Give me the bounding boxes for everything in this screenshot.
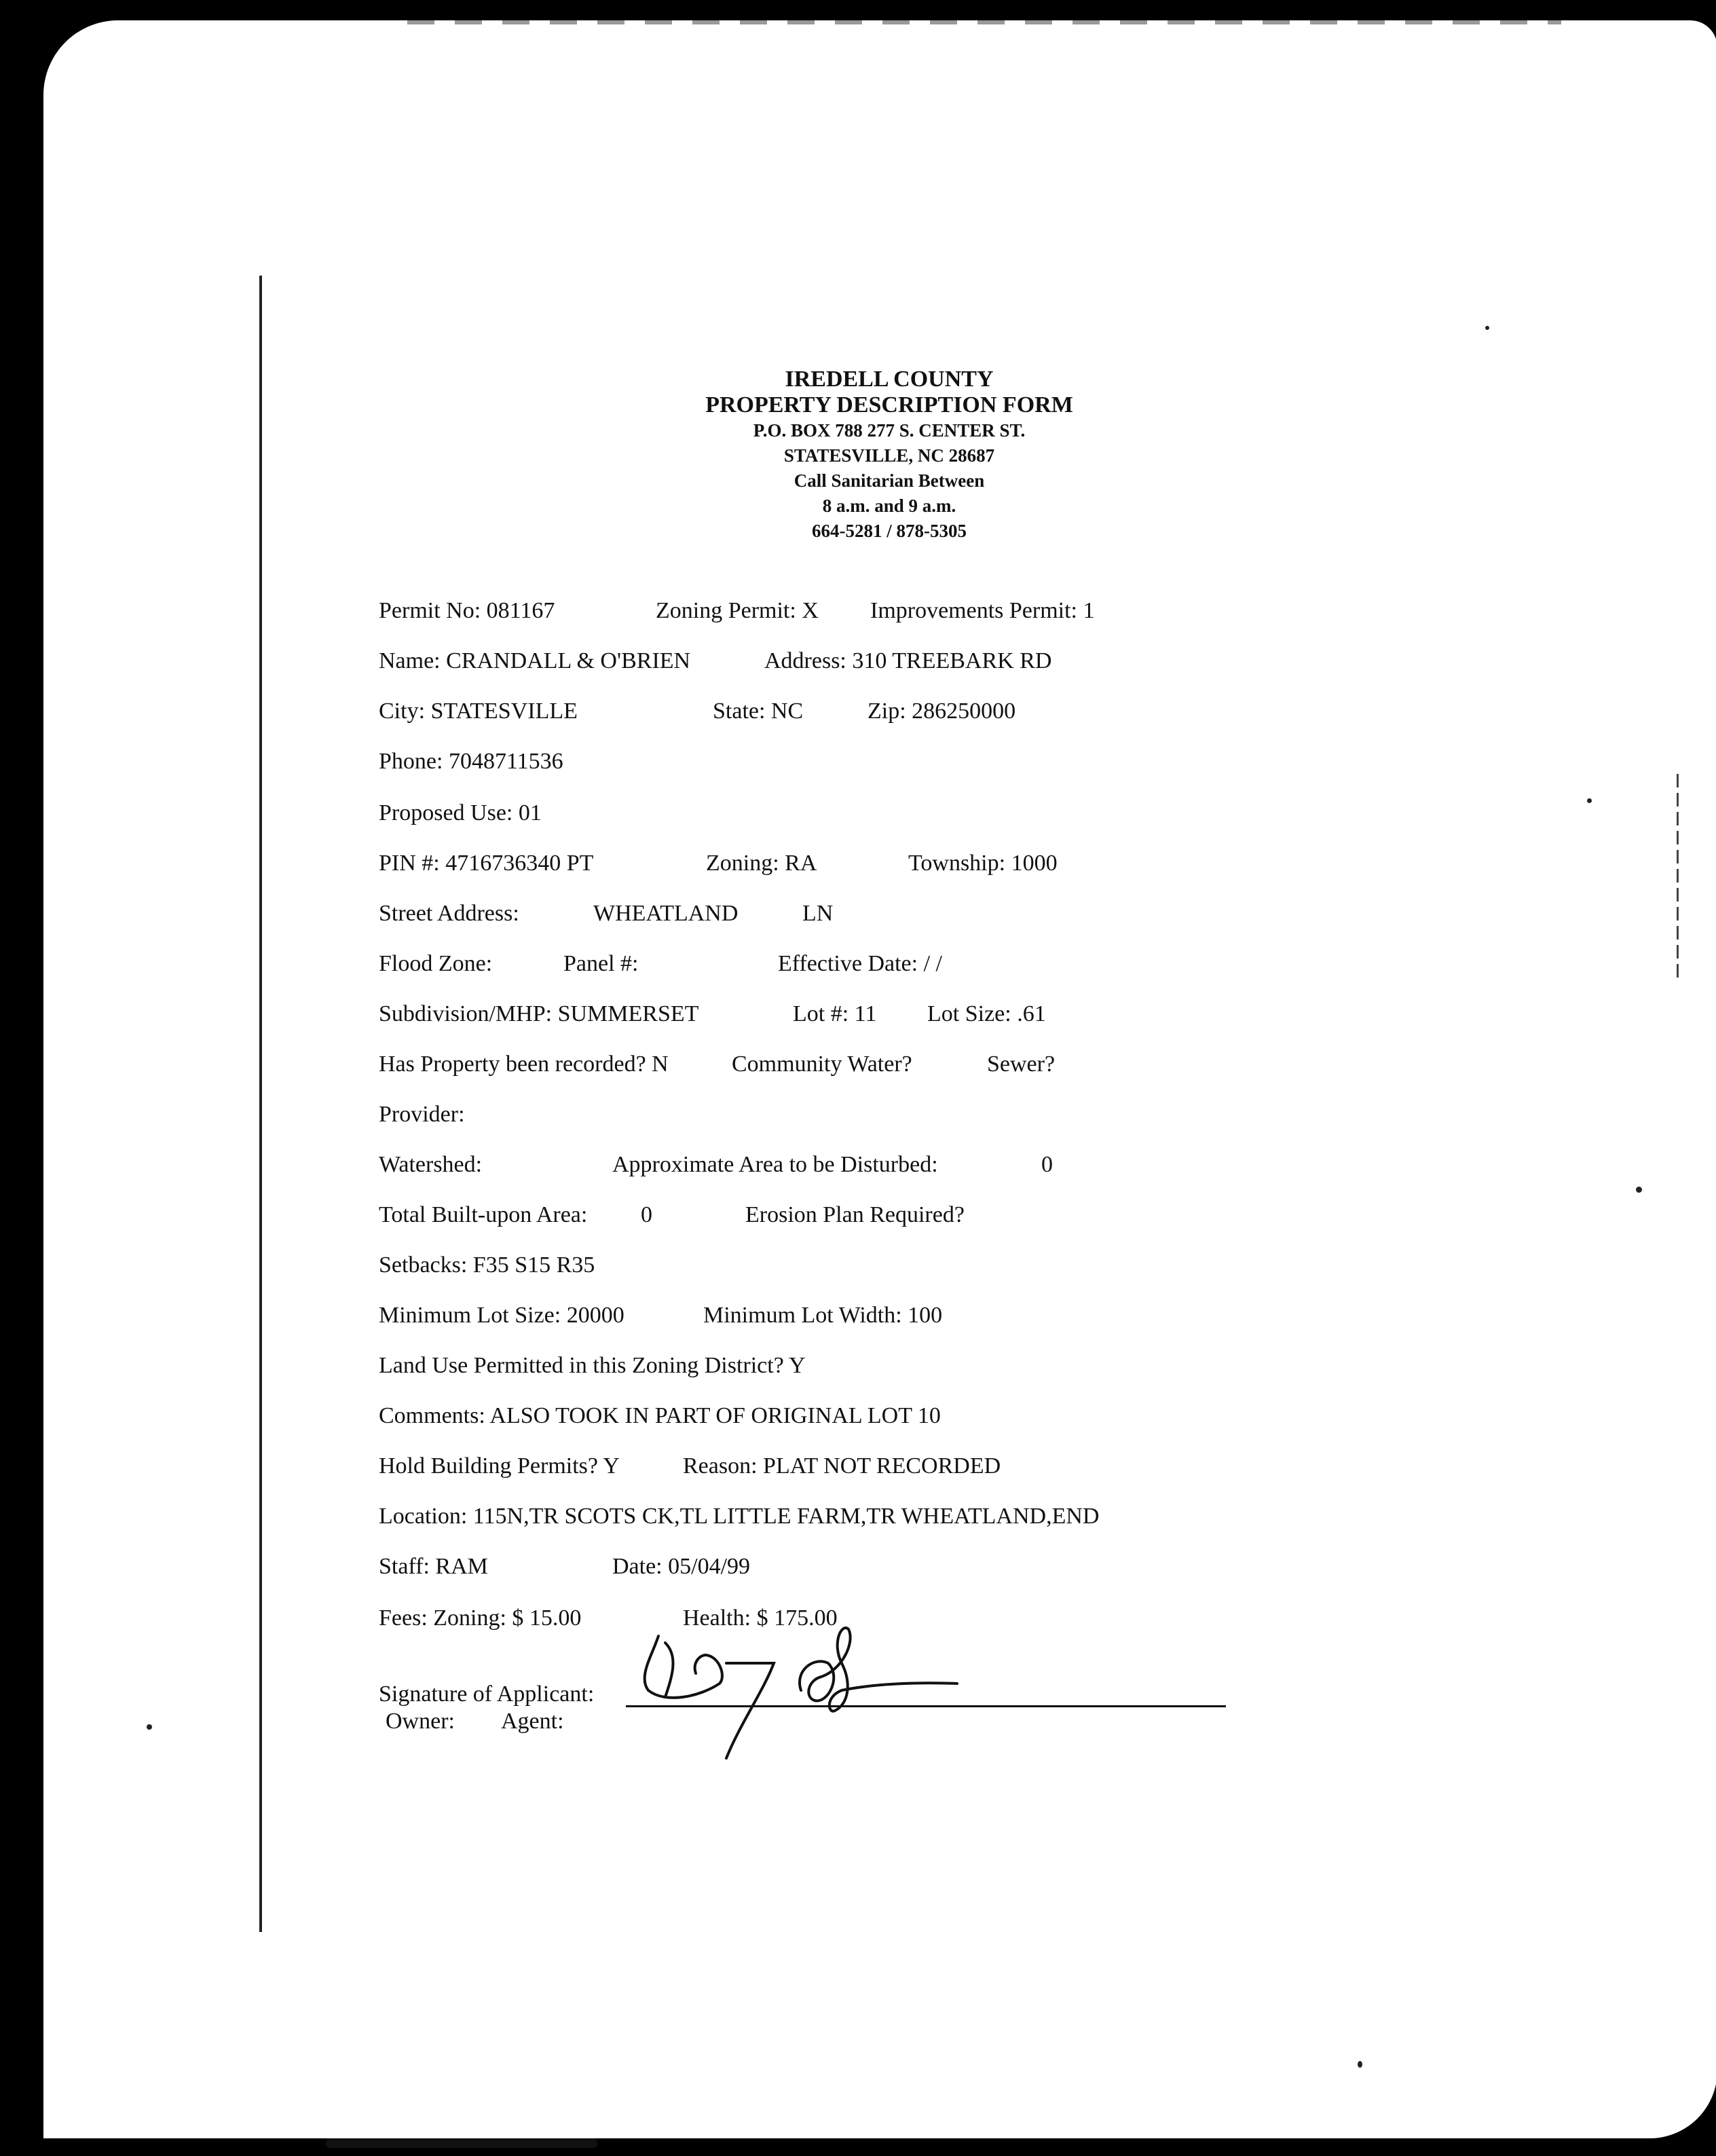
form-row-subdivision — [379, 999, 1668, 1029]
form-row-recorded — [379, 1049, 1668, 1079]
form-title: PROPERTY DESCRIPTION FORM — [705, 392, 1073, 417]
form-row-pin — [379, 849, 1668, 878]
form-row-city — [379, 696, 1668, 726]
community-water: Community Water? — [732, 1052, 912, 1077]
form-row-minimums — [379, 1301, 1668, 1331]
date: Date: 05/04/99 — [612, 1554, 751, 1579]
pin: PIN #: 4716736340 PT — [379, 851, 594, 876]
zoning: Zoning: RA — [706, 851, 817, 876]
form-row-proposed-use — [379, 798, 1668, 828]
form-row-setbacks — [379, 1250, 1668, 1280]
scan-edge-top — [407, 20, 1561, 24]
lot-size: Lot Size: .61 — [927, 1001, 1046, 1026]
panel-number: Panel #: — [563, 951, 639, 976]
county-title: IREDELL COUNTY — [785, 367, 994, 392]
city-state-zip: STATESVILLE, NC 28687 — [783, 445, 995, 466]
area-disturbed: Approximate Area to be Disturbed: — [612, 1152, 938, 1177]
area-disturbed-value: 0 — [1041, 1152, 1053, 1177]
left-margin-rule — [259, 276, 262, 1932]
scan-right-edge — [1677, 774, 1679, 978]
permit-no: Permit No: 081167 — [379, 598, 555, 623]
fees-health: Health: $ 175.00 — [683, 1605, 838, 1631]
call-hours: 8 a.m. and 9 a.m. — [822, 496, 956, 516]
binder-hole — [0, 231, 11, 285]
location: Location: 115N,TR SCOTS CK,TL LITTLE FARM,TR WHEATLAND,END — [379, 1504, 1100, 1529]
form-row-phone — [379, 747, 1668, 777]
provider: Provider: — [379, 1102, 465, 1127]
street-address-label: Street Address: — [379, 901, 519, 926]
erosion-plan: Erosion Plan Required? — [745, 1202, 965, 1227]
applicant-name: Name: CRANDALL & O'BRIEN — [379, 648, 691, 673]
scan-edge-bottom — [326, 2138, 597, 2148]
form-row-hold — [379, 1451, 1668, 1481]
agent-label: Agent: — [501, 1709, 564, 1734]
form-row-staff — [379, 1552, 1668, 1582]
sewer: Sewer? — [987, 1052, 1056, 1077]
built-upon-value: 0 — [641, 1202, 652, 1227]
form-row-built-upon — [379, 1200, 1668, 1230]
scan-speck — [1636, 1187, 1642, 1193]
comments: Comments: ALSO TOOK IN PART OF ORIGINAL LOT 10 — [379, 1403, 941, 1428]
form-row-street — [379, 899, 1668, 929]
form-row-owner-agent — [379, 1707, 1668, 1736]
scan-speck — [1358, 2061, 1362, 2068]
form-row-location — [379, 1502, 1668, 1531]
phone-numbers: 664-5281 / 878-5305 — [812, 521, 967, 541]
street-name: WHEATLAND — [593, 901, 739, 926]
fees-zoning: Fees: Zoning: $ 15.00 — [379, 1605, 582, 1631]
form-row-fees — [379, 1603, 1668, 1633]
land-use-permitted: Land Use Permitted in this Zoning District? Y — [379, 1353, 806, 1378]
mailing-address: P.O. BOX 788 277 S. CENTER ST. — [753, 420, 1026, 441]
form-row-name — [379, 646, 1668, 676]
improvements-permit: Improvements Permit: 1 — [870, 598, 1095, 623]
minimum-lot-width: Minimum Lot Width: 100 — [703, 1303, 943, 1328]
state: State: NC — [713, 699, 804, 724]
township: Township: 1000 — [908, 851, 1058, 876]
minimum-lot-size: Minimum Lot Size: 20000 — [379, 1303, 624, 1328]
form-row-flood — [379, 949, 1668, 979]
form-header — [597, 367, 1181, 544]
staff: Staff: RAM — [379, 1554, 488, 1579]
zip: Zip: 286250000 — [868, 699, 1016, 724]
handwritten-signature — [624, 1616, 977, 1765]
proposed-use: Proposed Use: 01 — [379, 800, 542, 825]
signature-label: Signature of Applicant: — [379, 1681, 595, 1707]
scan-speck — [1485, 326, 1489, 330]
owner-label: Owner: — [386, 1709, 455, 1734]
hold-reason: Reason: PLAT NOT RECORDED — [683, 1453, 1001, 1479]
scan-speck — [147, 1724, 152, 1730]
city: City: STATESVILLE — [379, 699, 578, 724]
zoning-permit: Zoning Permit: X — [656, 598, 819, 623]
binder-hole — [0, 339, 11, 394]
watershed: Watershed: — [379, 1152, 483, 1177]
street-suffix: LN — [802, 901, 834, 926]
form-row-permit — [379, 596, 1668, 626]
property-recorded: Has Property been recorded? N — [379, 1052, 669, 1077]
subdivision: Subdivision/MHP: SUMMERSET — [379, 1001, 699, 1026]
built-upon-area: Total Built-upon Area: — [379, 1202, 588, 1227]
form-page — [43, 20, 1716, 2138]
binder-hole — [0, 54, 11, 109]
form-row-provider — [379, 1100, 1668, 1130]
setbacks: Setbacks: F35 S15 R35 — [379, 1252, 595, 1278]
phone: Phone: 7048711536 — [379, 749, 563, 774]
applicant-address: Address: 310 TREEBARK RD — [764, 648, 1052, 673]
effective-date: Effective Date: / / — [778, 951, 942, 976]
form-row-comments — [379, 1401, 1668, 1431]
form-row-watershed — [379, 1150, 1668, 1180]
call-note: Call Sanitarian Between — [794, 470, 985, 491]
form-row-land-use — [379, 1351, 1668, 1381]
hold-building-permits: Hold Building Permits? Y — [379, 1453, 620, 1479]
flood-zone: Flood Zone: — [379, 951, 493, 976]
lot-number: Lot #: 11 — [793, 1001, 877, 1026]
